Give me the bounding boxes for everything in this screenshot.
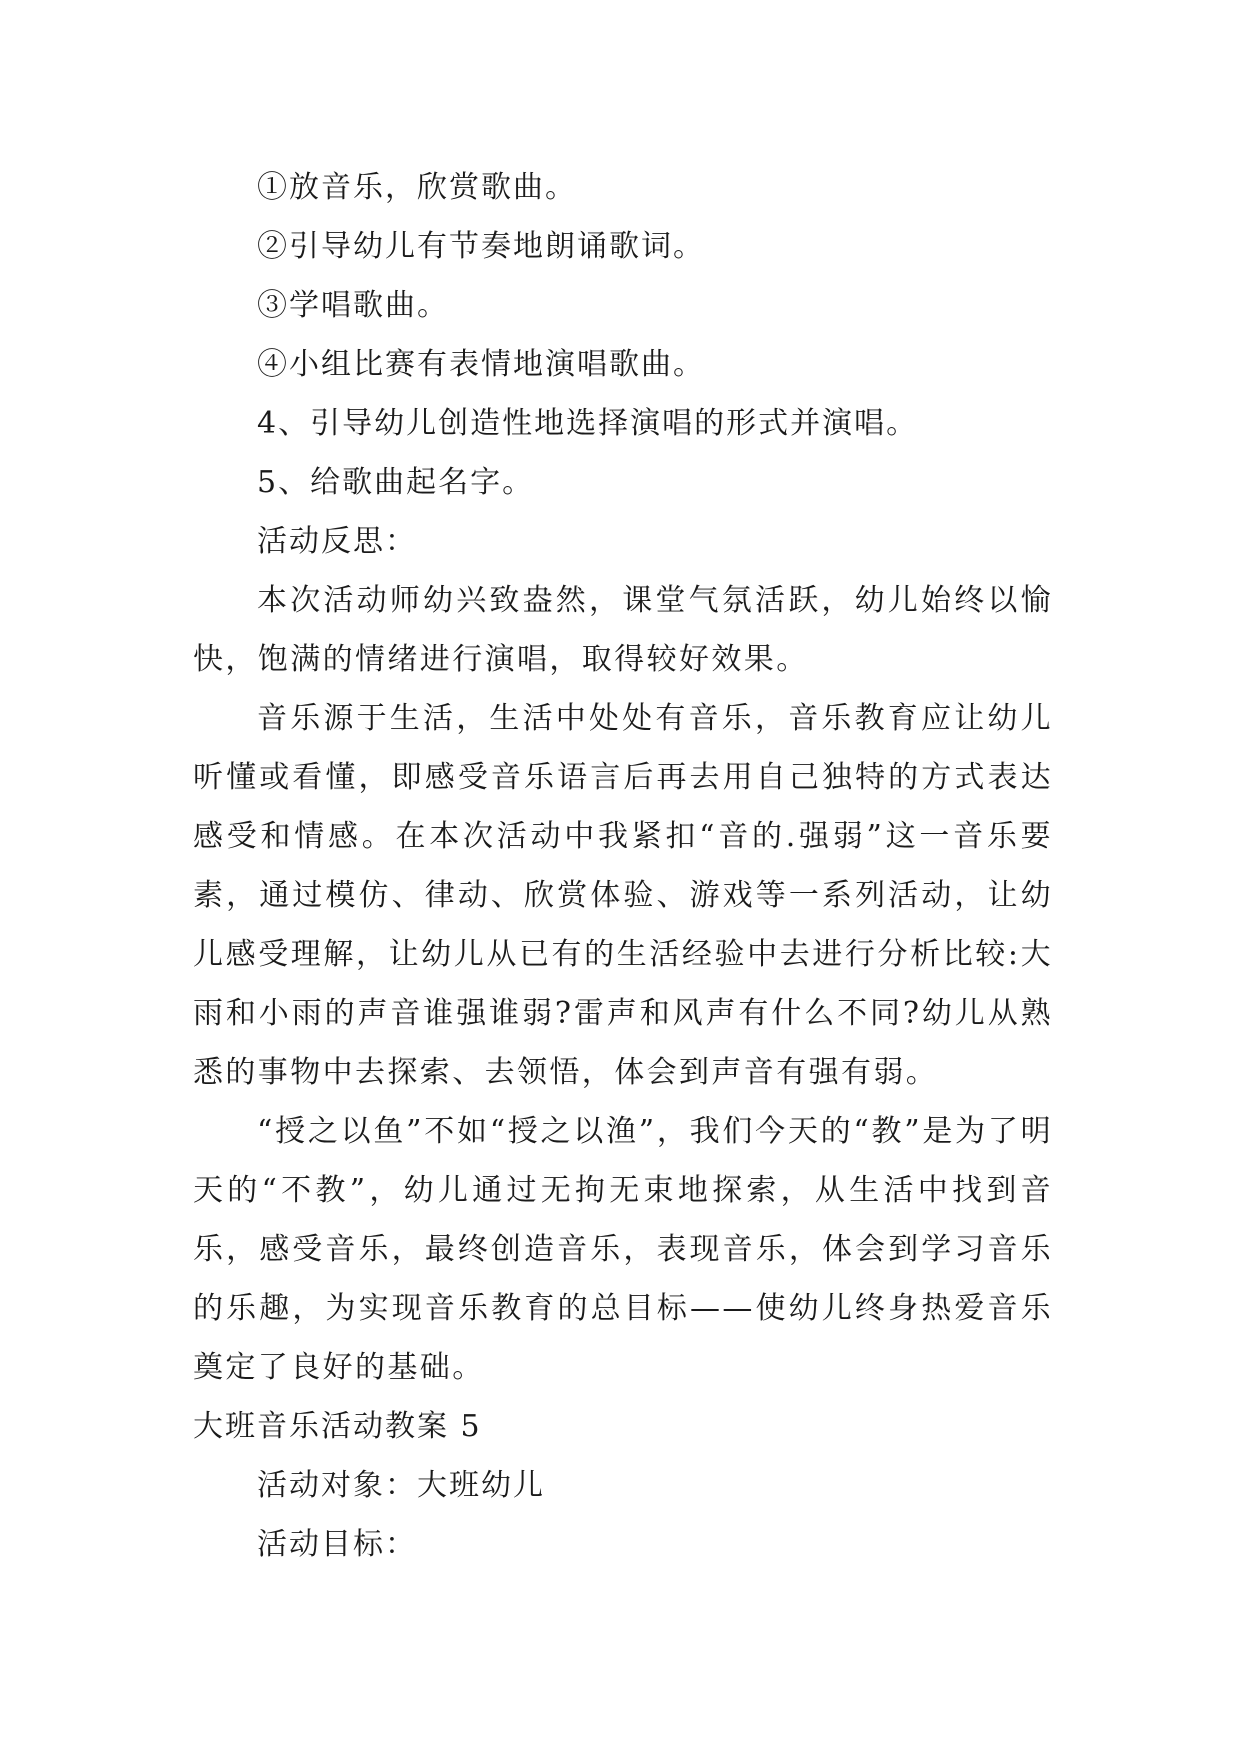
document-body	[193, 158, 1053, 1574]
reflection-paragraph-2: 音乐源于生活，生活中处处有音乐，音乐教育应让幼儿听懂或看懂，即感受音乐语言后再去用自己独特的方式表达感受和情感。在本次活动中我紧扣“音的.强弱”这一音乐要素，通过模仿、律动、欣赏体验、游戏等一系列活动，让幼儿感受理解，让幼儿从已有的生活经验中去进行分析比较:大雨和小雨的声音谁强谁弱?雷声和风声有什么不同?幼儿从熟悉的事物中去探索、去领悟，体会到声音有强有弱。	[193, 701, 1053, 1090]
section-title: 大班音乐活动教案 5	[193, 1409, 482, 1444]
audience-line: 活动对象：大班幼儿	[257, 1468, 545, 1503]
step-6: 5、给歌曲起名字。	[257, 465, 535, 500]
reflection-paragraph-3: “授之以鱼”不如“授之以渔”，我们今天的“教”是为了明天的“不教”，幼儿通过无拘无束地探索，从生活中找到音乐，感受音乐，最终创造音乐，表现音乐，体会到学习音乐的乐趣，为实现音乐教育的总目标——使幼儿终身热爱音乐奠定了良好的基础。	[193, 1114, 1053, 1385]
step-4: ④小组比赛有表情地演唱歌曲。	[257, 347, 705, 382]
goal-heading: 活动目标：	[257, 1527, 417, 1562]
reflection-heading: 活动反思：	[257, 524, 417, 559]
step-2: ②引导幼儿有节奏地朗诵歌词。	[257, 229, 705, 264]
step-5: 4、引导幼儿创造性地选择演唱的形式并演唱。	[257, 406, 919, 441]
step-3: ③学唱歌曲。	[257, 288, 449, 323]
step-1: ①放音乐，欣赏歌曲。	[257, 170, 577, 205]
reflection-paragraph-1: 本次活动师幼兴致盎然，课堂气氛活跃，幼儿始终以愉快，饱满的情绪进行演唱，取得较好效果。	[193, 583, 1053, 677]
